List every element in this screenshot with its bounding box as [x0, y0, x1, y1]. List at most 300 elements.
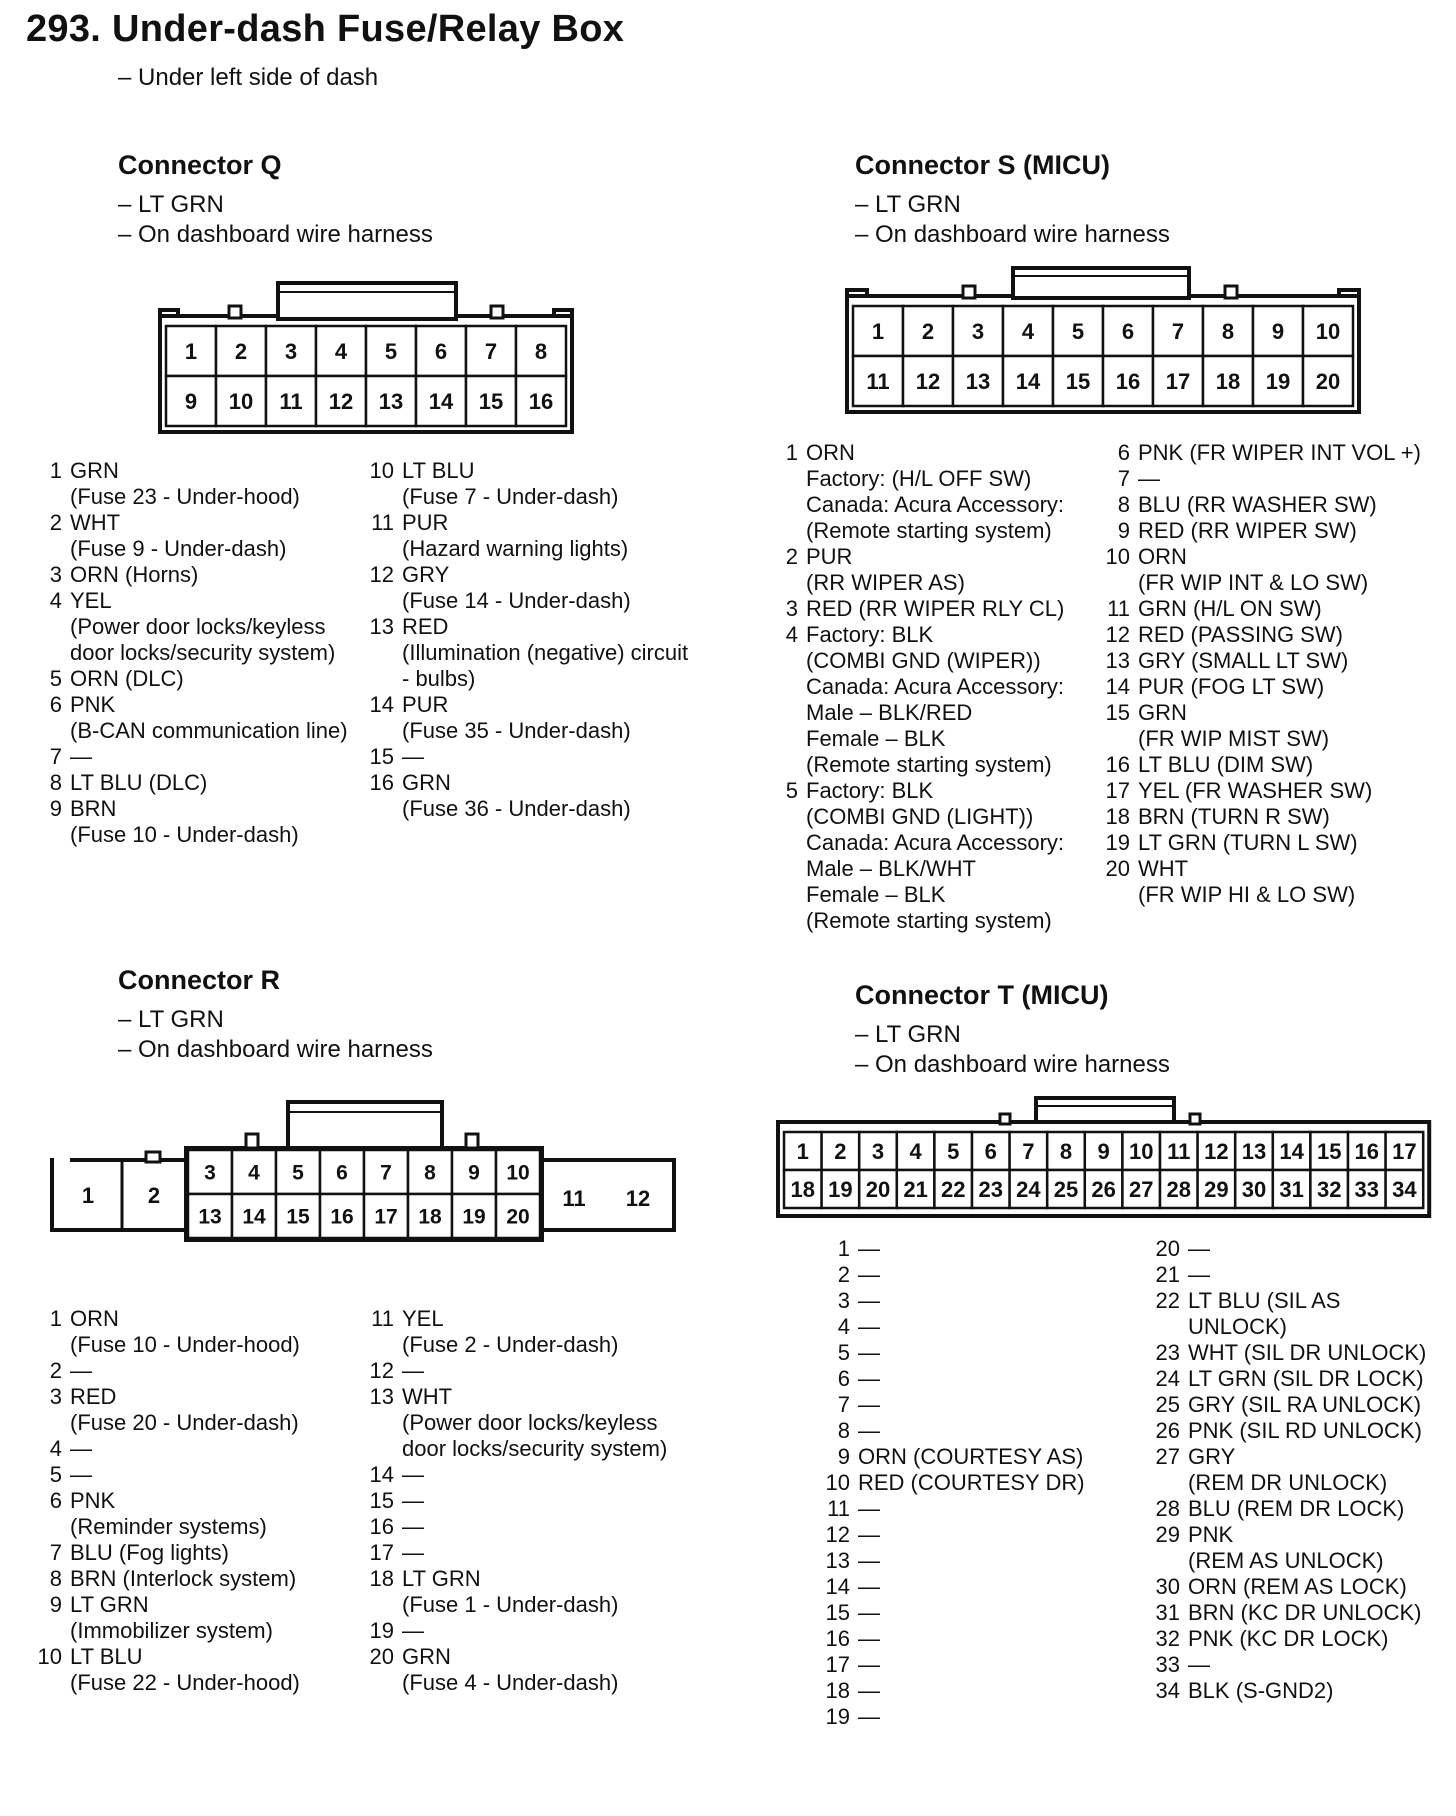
- pin-number: 4: [49, 588, 62, 613]
- pin-description: [1188, 1418, 1422, 1444]
- pin-entry: [818, 1574, 1085, 1600]
- pin-description: [858, 1652, 880, 1678]
- pin-description-line: (Power door locks/keyless: [402, 1410, 658, 1435]
- pin-description-line: ORN: [806, 440, 855, 465]
- pin-description-line: —: [402, 1540, 424, 1565]
- pin-cavity-label: 12: [328, 388, 354, 414]
- pin-cavity-label: 26: [1091, 1176, 1116, 1202]
- pin-cavity-label: 21: [903, 1176, 928, 1202]
- connector-s-pin-list: [778, 440, 1064, 934]
- pin-description-line: GRY (SIL RA UNLOCK): [1188, 1392, 1422, 1417]
- pin-number: 14: [1105, 674, 1130, 699]
- pin-entry: [36, 770, 348, 796]
- pin-number: 13: [369, 614, 394, 639]
- pin-entry: [778, 778, 1064, 934]
- pin-description: [806, 778, 1064, 934]
- pin-description: [1138, 830, 1358, 856]
- pin-entry: [362, 1462, 667, 1488]
- pin-cavity-label: 14: [1015, 368, 1041, 394]
- pin-description-line: (Fuse 7 - Under-dash): [402, 484, 619, 509]
- pin-description-line: (Fuse 20 - Under-dash): [70, 1410, 299, 1435]
- pin-description: [402, 1384, 667, 1462]
- pin-description-line: BLU (Fog lights): [70, 1540, 229, 1565]
- pin-cavity-label: 32: [1316, 1176, 1342, 1202]
- page-subtitle: – Under left side of dash: [118, 64, 379, 91]
- connector-r-lock-tab: [288, 1102, 442, 1148]
- pin-cavity-label: 10: [506, 1161, 530, 1185]
- pin-cavity-label: 17: [374, 1205, 398, 1229]
- pin-description: [1138, 440, 1421, 466]
- pin-cavity-label: 15: [286, 1205, 310, 1229]
- pin-number: 5: [837, 1340, 850, 1365]
- pin-description-line: PUR: [402, 510, 449, 535]
- pin-description-line: (REM AS UNLOCK): [1188, 1548, 1384, 1573]
- pin-description-line: (Fuse 35 - Under-dash): [402, 718, 631, 743]
- pin-description: [858, 1392, 880, 1418]
- pin-cavity-label: 22: [940, 1176, 966, 1202]
- pin-entry: [1148, 1626, 1426, 1652]
- pin-number: 1: [49, 458, 62, 483]
- pin-number: 16: [1105, 752, 1130, 777]
- pin-entry: [818, 1340, 1085, 1366]
- pin-entry: [818, 1600, 1085, 1626]
- pin-description-line: LT BLU (DLC): [70, 770, 208, 795]
- pin-cavity-label: 12: [915, 368, 941, 394]
- pin-description-line: GRN: [402, 770, 451, 795]
- pin-cavity-label: 30: [1241, 1176, 1267, 1202]
- pin-number: 8: [49, 770, 62, 795]
- pin-entry: [362, 1514, 667, 1540]
- pin-number: 32: [1155, 1626, 1180, 1651]
- pin-entry: [818, 1444, 1085, 1470]
- pin-description-line: PUR: [806, 544, 853, 569]
- pin-description-line: GRN: [1138, 700, 1187, 725]
- pin-description-line: (Hazard warning lights): [402, 536, 629, 561]
- pin-description: [1188, 1626, 1388, 1652]
- pin-entry: [818, 1366, 1085, 1392]
- pin-entry: [818, 1392, 1085, 1418]
- pin-description-line: Female – BLK: [806, 882, 946, 907]
- pin-description-line: —: [402, 1488, 424, 1513]
- pin-description: [70, 796, 299, 848]
- connector-r-color: – LT GRN: [118, 1006, 224, 1033]
- pin-entry: [1148, 1262, 1426, 1288]
- pin-description: [402, 458, 618, 510]
- pin-description-line: door locks/security system): [402, 1436, 668, 1461]
- pin-number: 4: [49, 1436, 62, 1461]
- pin-description-line: BRN (KC DR UNLOCK): [1188, 1600, 1422, 1625]
- pin-description-line: —: [1188, 1236, 1210, 1261]
- pin-description: [858, 1340, 880, 1366]
- pin-number: 19: [825, 1704, 850, 1729]
- pin-number: 5: [785, 778, 798, 803]
- pin-cavity-label: 13: [965, 368, 991, 394]
- pin-description-line: RED (RR WIPER RLY CL): [806, 596, 1065, 621]
- pin-cavity-label: 25: [1053, 1176, 1079, 1202]
- pin-entry: [362, 692, 688, 744]
- pin-description: [70, 1566, 296, 1592]
- pin-description: [858, 1522, 880, 1548]
- pin-number: 7: [49, 744, 62, 769]
- pin-cavity-label: 4: [248, 1161, 260, 1185]
- pin-cavity-label: 15: [1065, 368, 1091, 394]
- pin-description-line: GRY (SMALL LT SW): [1138, 648, 1349, 673]
- pin-description-line: ORN (DLC): [70, 666, 184, 691]
- pin-number: 17: [1105, 778, 1130, 803]
- pin-number: 9: [49, 1592, 62, 1617]
- pin-entry: [818, 1496, 1085, 1522]
- connector-q-lock-tab: [278, 283, 456, 319]
- pin-description: [70, 1358, 92, 1384]
- pin-description-line: Canada: Acura Accessory:: [806, 830, 1065, 855]
- pin-number: 16: [369, 770, 394, 795]
- pin-entry: [36, 1462, 300, 1488]
- pin-entry: [818, 1288, 1085, 1314]
- pin-description-line: Male – BLK/WHT: [806, 856, 976, 881]
- pin-description: [858, 1496, 880, 1522]
- pin-cavity-label: 1: [796, 1138, 809, 1164]
- pin-cavity-label: 9: [184, 388, 198, 414]
- pin-entry: [1148, 1496, 1426, 1522]
- pin-description-line: —: [402, 1618, 424, 1643]
- pin-description: [402, 1306, 618, 1358]
- pin-description-line: (FR WIP INT & LO SW): [1138, 570, 1369, 595]
- pin-description: [402, 1644, 618, 1696]
- connector-s-location: – On dashboard wire harness: [855, 221, 1170, 248]
- pin-description-line: YEL: [70, 588, 112, 613]
- pin-description: [1188, 1600, 1421, 1626]
- pin-description: [858, 1626, 880, 1652]
- pin-number: 26: [1155, 1418, 1180, 1443]
- pin-description-line: LT GRN (SIL DR LOCK): [1188, 1366, 1424, 1391]
- pin-description: [402, 614, 688, 692]
- pin-description: [70, 1488, 267, 1540]
- pin-description-line: LT BLU: [70, 1644, 143, 1669]
- pin-description: [1138, 778, 1372, 804]
- pin-description-line: —: [70, 1436, 92, 1461]
- pin-number: 9: [49, 796, 62, 821]
- pin-description-line: (Fuse 4 - Under-dash): [402, 1670, 619, 1695]
- pin-cavity-label: 33: [1354, 1176, 1380, 1202]
- connector-r-pin-list: [362, 1306, 667, 1696]
- pin-description-line: (Remote starting system): [806, 908, 1052, 933]
- pin-entry: [818, 1652, 1085, 1678]
- pin-cavity-label: 4: [909, 1138, 922, 1164]
- pin-entry: [818, 1678, 1085, 1704]
- pin-description-line: —: [858, 1522, 880, 1547]
- pin-description: [858, 1548, 880, 1574]
- pin-description: [858, 1704, 880, 1730]
- pin-description-line: —: [858, 1626, 880, 1651]
- pin-entry: [778, 596, 1064, 622]
- pin-cavity-label: 9: [468, 1161, 480, 1185]
- pin-number: 6: [1117, 440, 1130, 465]
- pin-number: 10: [1105, 544, 1130, 569]
- pin-cavity-label: 3: [284, 338, 298, 364]
- connector-t-key: [1000, 1114, 1010, 1124]
- pin-description: [1188, 1288, 1340, 1340]
- pin-description: [402, 692, 631, 744]
- pin-number: 1: [49, 1306, 62, 1331]
- pin-description-line: —: [70, 1358, 92, 1383]
- pin-entry: [778, 440, 1064, 544]
- pin-description-line: RED: [402, 614, 449, 639]
- pin-cavity-label: 4: [334, 338, 348, 364]
- pin-description-line: GRY: [402, 562, 450, 587]
- pin-entry: [362, 1644, 667, 1696]
- pin-description-line: (Power door locks/keyless: [70, 614, 326, 639]
- pin-number: 11: [827, 1496, 850, 1521]
- connector-r-key: [146, 1152, 160, 1162]
- pin-cavity-label: 14: [242, 1205, 266, 1229]
- pin-number: 16: [825, 1626, 850, 1651]
- pin-description: [402, 1540, 424, 1566]
- pin-description-line: WHT: [1138, 856, 1189, 881]
- pin-entry: [362, 614, 688, 692]
- pin-description-line: ORN: [1138, 544, 1187, 569]
- pin-cavity-label: 20: [865, 1176, 891, 1202]
- pin-description: [806, 622, 1064, 778]
- pin-cavity-label: 18: [790, 1176, 816, 1202]
- pin-number: 5: [49, 666, 62, 691]
- pin-number: 34: [1155, 1678, 1180, 1703]
- pin-number: 1: [837, 1236, 850, 1261]
- pin-description-line: WHT (SIL DR UNLOCK): [1188, 1340, 1427, 1365]
- pin-cavity-label: 10: [1128, 1138, 1154, 1164]
- pin-number: 31: [1155, 1600, 1180, 1625]
- pin-description: [70, 1436, 92, 1462]
- pin-description: [402, 510, 628, 562]
- pin-cavity-label: 11: [562, 1186, 586, 1211]
- pin-number: 23: [1155, 1340, 1180, 1365]
- pin-description: [858, 1678, 880, 1704]
- pin-description-line: —: [858, 1392, 880, 1417]
- pin-description: [1188, 1496, 1404, 1522]
- pin-description: [1138, 804, 1330, 830]
- pin-description: [70, 1384, 299, 1436]
- pin-description-line: (Fuse 2 - Under-dash): [402, 1332, 619, 1357]
- pin-description: [1188, 1652, 1210, 1678]
- pin-description-line: YEL: [402, 1306, 444, 1331]
- pin-number: 2: [49, 510, 62, 535]
- pin-number: 11: [371, 1306, 394, 1331]
- pin-description-line: RED (RR WIPER SW): [1138, 518, 1357, 543]
- pin-entry: [36, 458, 348, 510]
- pin-number: 11: [1107, 596, 1130, 621]
- pin-description-line: —: [1188, 1262, 1210, 1287]
- pin-description-line: Canada: Acura Accessory:: [806, 492, 1065, 517]
- pin-cavity-label: 9: [1271, 318, 1285, 344]
- pin-number: 27: [1155, 1444, 1180, 1469]
- pin-description-line: PUR (FOG LT SW): [1138, 674, 1325, 699]
- connector-s-color: – LT GRN: [855, 191, 961, 218]
- pin-description: [858, 1236, 880, 1262]
- pin-description: [1188, 1236, 1210, 1262]
- pin-entry: [362, 1358, 667, 1384]
- pin-cavity-label: 13: [1241, 1138, 1267, 1164]
- pin-description: [1188, 1366, 1424, 1392]
- connector-q-color: – LT GRN: [118, 191, 224, 218]
- pin-entry: [818, 1470, 1085, 1496]
- pin-entry: [818, 1236, 1085, 1262]
- pin-description-line: LT BLU (SIL AS: [1188, 1288, 1341, 1313]
- pin-entry: [1102, 778, 1421, 804]
- pin-cavity-label: 12: [1204, 1138, 1229, 1164]
- pin-entry: [362, 1566, 667, 1618]
- connector-t-color: – LT GRN: [855, 1021, 961, 1048]
- pin-description-line: —: [402, 1358, 424, 1383]
- pin-number: 4: [837, 1314, 850, 1339]
- pin-entry: [36, 1306, 300, 1358]
- pin-entry: [362, 510, 688, 562]
- pin-entry: [1148, 1678, 1426, 1704]
- pin-description-line: ORN (Horns): [70, 562, 199, 587]
- pin-number: 19: [1105, 830, 1130, 855]
- pin-number: 22: [1155, 1288, 1180, 1313]
- pin-cavity-label: 2: [147, 1183, 161, 1208]
- pin-number: 17: [369, 1540, 394, 1565]
- pin-entry: [1102, 466, 1421, 492]
- connector-r-location: – On dashboard wire harness: [118, 1036, 433, 1063]
- pin-description-line: BLU (REM DR LOCK): [1188, 1496, 1405, 1521]
- pin-description: [70, 1592, 273, 1644]
- pin-entry: [36, 510, 348, 562]
- pin-cavity-label: 31: [1279, 1176, 1304, 1202]
- pin-description: [858, 1470, 1085, 1496]
- pin-description: [1138, 466, 1160, 492]
- pin-description: [1188, 1262, 1210, 1288]
- pin-entry: [36, 1566, 300, 1592]
- pin-number: 9: [837, 1444, 850, 1469]
- pin-description: [70, 1306, 300, 1358]
- pin-entry: [36, 1358, 300, 1384]
- pin-description: [70, 1540, 229, 1566]
- pin-number: 18: [1105, 804, 1130, 829]
- pin-description: [806, 440, 1064, 544]
- pin-description-line: UNLOCK): [1188, 1314, 1288, 1339]
- pin-description: [1138, 648, 1348, 674]
- connector-q-pin-list: [362, 458, 688, 822]
- pin-description-line: Factory: BLK: [806, 622, 934, 647]
- pin-description: [858, 1314, 880, 1340]
- pin-description-line: BRN: [70, 796, 117, 821]
- pin-description-line: PNK: [70, 1488, 116, 1513]
- connector-s-key: [963, 286, 975, 298]
- pin-entry: [1102, 648, 1421, 674]
- connector-r-pin-list: [36, 1306, 300, 1696]
- pin-number: 15: [369, 744, 394, 769]
- pin-cavity-label: 19: [828, 1176, 853, 1202]
- pin-cavity-label: 11: [279, 388, 303, 414]
- pin-entry: [1102, 440, 1421, 466]
- pin-description: [1188, 1574, 1407, 1600]
- pin-description-line: WHT: [70, 510, 121, 535]
- pin-number: 28: [1155, 1496, 1180, 1521]
- pin-number: 17: [825, 1652, 850, 1677]
- pin-entry: [362, 458, 688, 510]
- pin-number: 12: [369, 1358, 394, 1383]
- pin-entry: [36, 692, 348, 744]
- pin-cavity-label: 6: [984, 1138, 997, 1164]
- connector-s-key: [1225, 286, 1237, 298]
- pin-entry: [1102, 518, 1421, 544]
- pin-entry: [1148, 1366, 1426, 1392]
- pin-description: [1188, 1340, 1426, 1366]
- pin-number: 1: [785, 440, 798, 465]
- pin-description: [1138, 596, 1322, 622]
- pin-description-line: —: [70, 744, 92, 769]
- pin-number: 7: [1117, 466, 1130, 491]
- pin-cavity-label: 34: [1392, 1176, 1417, 1202]
- pin-description-line: PNK: [1188, 1522, 1234, 1547]
- pin-cavity-label: 6: [336, 1161, 348, 1185]
- pin-cavity-label: 5: [947, 1138, 960, 1164]
- pin-description: [858, 1600, 880, 1626]
- pin-description-line: —: [858, 1600, 880, 1625]
- pin-entry: [36, 1436, 300, 1462]
- pin-cavity-label: 16: [528, 388, 554, 414]
- pin-description-line: RED: [70, 1384, 117, 1409]
- pin-description-line: (Fuse 23 - Under-hood): [70, 484, 300, 509]
- pin-description: [70, 692, 348, 744]
- pin-description-line: PNK (FR WIPER INT VOL +): [1138, 440, 1421, 465]
- pin-description: [858, 1288, 880, 1314]
- pin-entry: [778, 622, 1064, 778]
- pin-entry: [36, 1592, 300, 1644]
- pin-cavity-label: 18: [418, 1205, 442, 1229]
- pin-description-line: door locks/security system): [70, 640, 336, 665]
- connector-r-title: Connector R: [118, 965, 280, 995]
- pin-description-line: LT GRN: [70, 1592, 149, 1617]
- pin-entry: [36, 1384, 300, 1436]
- pin-cavity-label: 2: [834, 1138, 847, 1164]
- pin-description-line: YEL (FR WASHER SW): [1138, 778, 1373, 803]
- connector-t-title: Connector T (MICU): [855, 980, 1109, 1010]
- pin-description-line: (Fuse 9 - Under-dash): [70, 536, 287, 561]
- pin-description-line: —: [858, 1340, 880, 1365]
- pin-description-line: Canada: Acura Accessory:: [806, 674, 1065, 699]
- pin-description-line: —: [402, 1462, 424, 1487]
- pin-description-line: LT BLU: [402, 458, 475, 483]
- pin-entry: [1148, 1600, 1426, 1626]
- pin-description-line: (Reminder systems): [70, 1514, 267, 1539]
- pin-description-line: RED (COURTESY DR): [858, 1470, 1085, 1495]
- pin-description-line: (Remote starting system): [806, 752, 1052, 777]
- pin-number: 6: [837, 1366, 850, 1391]
- connector-t-lock-tab: [1036, 1098, 1174, 1122]
- pin-cavity-label: 8: [1221, 318, 1235, 344]
- pin-cavity-label: 6: [434, 338, 448, 364]
- pin-number: 20: [369, 1644, 394, 1669]
- pin-number: 20: [1155, 1236, 1180, 1261]
- pin-number: 3: [837, 1288, 850, 1313]
- connector-t-key: [1190, 1114, 1200, 1124]
- pin-description: [1138, 752, 1313, 778]
- pin-description-line: (B-CAN communication line): [70, 718, 348, 743]
- pin-cavity-label: 17: [1165, 368, 1191, 394]
- pin-number: 8: [837, 1418, 850, 1443]
- pin-cavity-label: 15: [478, 388, 504, 414]
- pin-description: [1138, 622, 1343, 648]
- connector-t-pin-list: [818, 1236, 1085, 1730]
- pin-entry: [1102, 622, 1421, 648]
- pin-number: 20: [1105, 856, 1130, 881]
- pin-cavity-label: 16: [1115, 368, 1141, 394]
- pin-description-line: —: [858, 1496, 880, 1521]
- pin-description: [858, 1366, 880, 1392]
- pin-cavity-label: 11: [866, 368, 890, 394]
- pin-number: 12: [1105, 622, 1130, 647]
